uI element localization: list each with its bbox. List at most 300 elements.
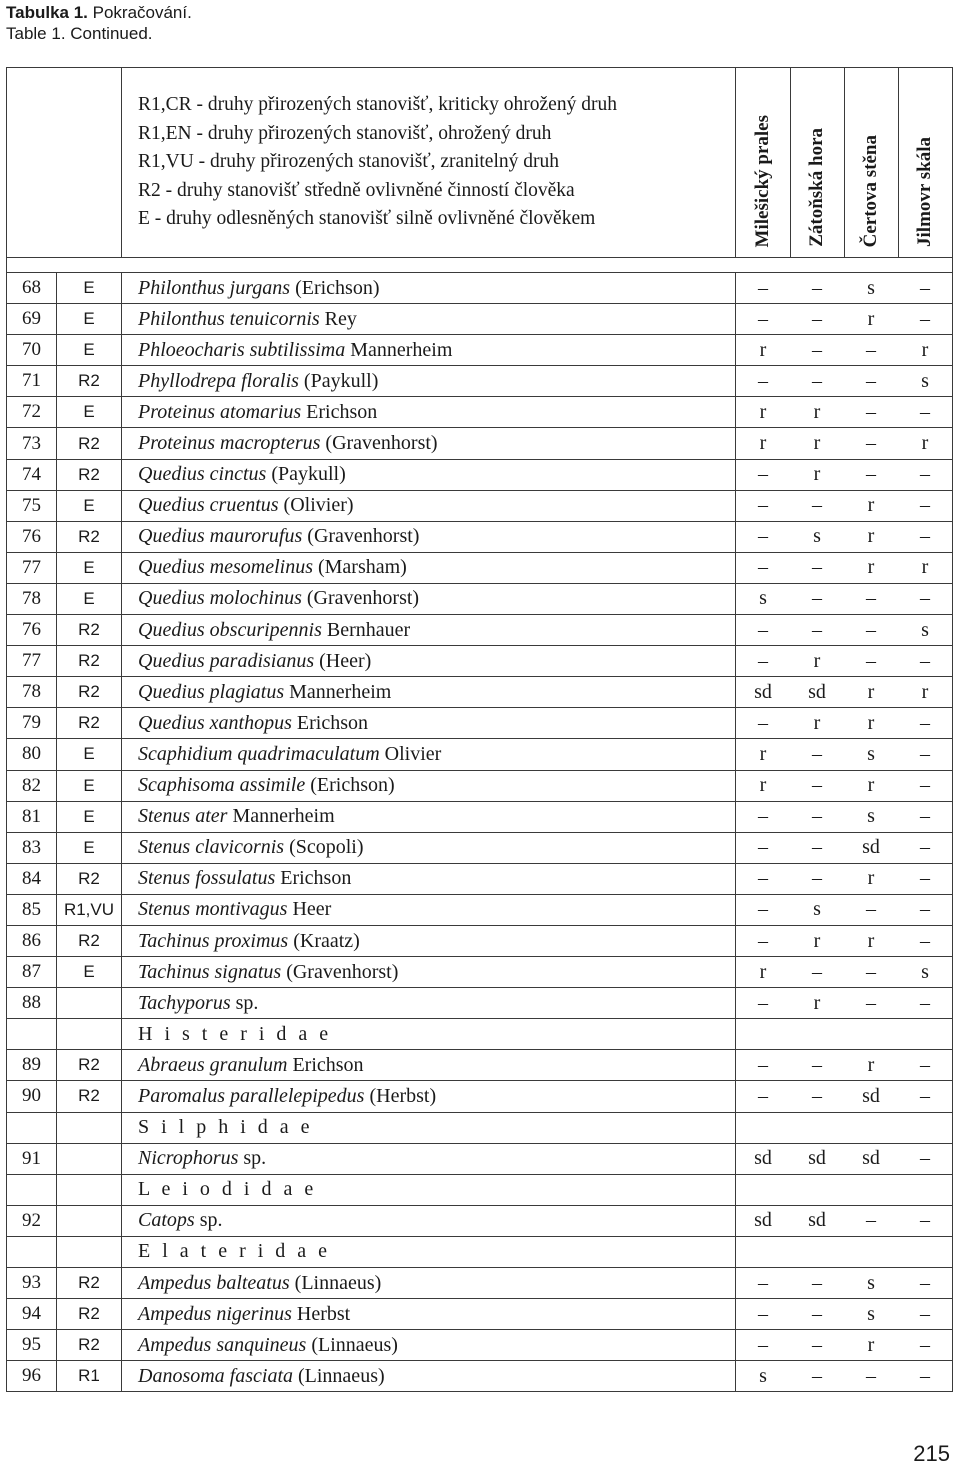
table-row <box>7 832 953 863</box>
species-name <box>122 832 736 863</box>
value-certova: r <box>844 925 898 956</box>
column-header-zatonska: Zátoňská hora <box>790 68 844 258</box>
value-milesicky: – <box>736 490 791 521</box>
species-genus: Quedius maurorufus <box>138 525 303 548</box>
species-author: Mannerheim <box>284 680 392 703</box>
species-genus: Quedius xanthopus <box>138 711 292 734</box>
row-category <box>57 1143 122 1174</box>
value-jilmovr: – <box>898 1143 953 1174</box>
species-name <box>122 677 736 708</box>
species-author: (Kraatz) <box>288 929 360 952</box>
species-author: Bernhauer <box>321 618 411 641</box>
value-milesicky: r <box>736 428 791 459</box>
value-milesicky: – <box>736 988 791 1019</box>
value-certova: s <box>844 273 898 304</box>
value-jilmovr: – <box>898 708 953 739</box>
value-jilmovr: – <box>898 583 953 614</box>
row-number: 75 <box>7 490 57 521</box>
row-number: 74 <box>7 459 57 490</box>
row-number: 96 <box>7 1361 57 1392</box>
value-zatonska: – <box>790 273 844 304</box>
value-certova: s <box>844 739 898 770</box>
species-author: Mannerheim <box>345 338 453 361</box>
row-category: R2 <box>57 677 122 708</box>
value-milesicky: – <box>736 615 791 646</box>
row-category: E <box>57 397 122 428</box>
value-certova: s <box>844 801 898 832</box>
value-jilmovr: – <box>898 397 953 428</box>
row-category: R2 <box>57 863 122 894</box>
species-author: Olivier <box>379 742 442 765</box>
species-author: Erichson <box>301 400 378 423</box>
table-row <box>7 1143 953 1174</box>
species-author: Erichson <box>275 867 352 890</box>
species-name <box>122 1330 736 1361</box>
value-jilmovr: – <box>898 863 953 894</box>
value-jilmovr: – <box>898 1050 953 1081</box>
table-row <box>7 521 953 552</box>
caption-en-text: Continued. <box>65 24 153 43</box>
row-number: 70 <box>7 335 57 366</box>
value-zatonska: r <box>790 459 844 490</box>
value-jilmovr: r <box>898 552 953 583</box>
value-milesicky: – <box>736 1299 791 1330</box>
row-number <box>7 1174 57 1205</box>
table-row <box>7 708 953 739</box>
species-genus: Phyllodrepa floralis <box>138 369 299 392</box>
header-gap <box>7 258 953 273</box>
table-row <box>7 615 953 646</box>
value-jilmovr: s <box>898 615 953 646</box>
row-category: E <box>57 583 122 614</box>
table-row <box>7 925 953 956</box>
row-category: R2 <box>57 1081 122 1112</box>
row-number: 77 <box>7 646 57 677</box>
value-zatonska: – <box>790 770 844 801</box>
value-milesicky: – <box>736 366 791 397</box>
value-milesicky: – <box>736 552 791 583</box>
value-jilmovr: s <box>898 957 953 988</box>
species-genus: Quedius plagiatus <box>138 680 285 703</box>
species-name <box>122 957 736 988</box>
value-milesicky: – <box>736 832 791 863</box>
species-genus: Nicrophorus <box>138 1147 239 1170</box>
table-caption <box>6 2 192 44</box>
species-genus: Ampedus sanquineus <box>138 1333 307 1356</box>
species-name <box>122 459 736 490</box>
value-milesicky: sd <box>736 1205 791 1236</box>
value-zatonska: – <box>790 801 844 832</box>
value-milesicky: – <box>736 925 791 956</box>
row-category: R2 <box>57 925 122 956</box>
page-number: 215 <box>913 1441 950 1466</box>
species-genus: Quedius obscuripennis <box>138 618 322 641</box>
header-blank <box>7 68 122 258</box>
value-zatonska: – <box>790 335 844 366</box>
table-row <box>7 1205 953 1236</box>
value-milesicky: r <box>736 957 791 988</box>
row-number: 68 <box>7 273 57 304</box>
value-certova: s <box>844 1268 898 1299</box>
table-row <box>7 428 953 459</box>
row-category: E <box>57 832 122 863</box>
value-zatonska: – <box>790 1330 844 1361</box>
species-author: (Scopoli) <box>284 836 364 859</box>
value-certova: – <box>844 428 898 459</box>
value-certova: – <box>844 583 898 614</box>
value-milesicky: sd <box>736 1143 791 1174</box>
row-number: 77 <box>7 552 57 583</box>
value-milesicky: – <box>736 273 791 304</box>
row-number: 69 <box>7 304 57 335</box>
row-category: E <box>57 801 122 832</box>
table-row <box>7 583 953 614</box>
species-name <box>122 925 736 956</box>
species-genus: Quedius molochinus <box>138 587 302 610</box>
species-name <box>122 1205 736 1236</box>
row-category: R2 <box>57 1050 122 1081</box>
value-zatonska: – <box>790 366 844 397</box>
table-row <box>7 770 953 801</box>
species-author: (Linnaeus) <box>306 1333 398 1356</box>
row-category <box>57 1112 122 1143</box>
value-certova: sd <box>844 1143 898 1174</box>
species-name <box>122 428 736 459</box>
value-milesicky: – <box>736 863 791 894</box>
row-number: 76 <box>7 521 57 552</box>
value-milesicky: – <box>736 1330 791 1361</box>
value-jilmovr: – <box>898 925 953 956</box>
species-genus: Scaphidium quadrimaculatum <box>138 742 380 765</box>
value-zatonska: – <box>790 304 844 335</box>
row-category: R1 <box>57 1361 122 1392</box>
row-category: E <box>57 770 122 801</box>
row-category: R2 <box>57 366 122 397</box>
species-name <box>122 1268 736 1299</box>
value-certova: – <box>844 615 898 646</box>
value-milesicky: – <box>736 459 791 490</box>
species-name <box>122 708 736 739</box>
species-author: Erichson <box>287 1053 364 1076</box>
table-row <box>7 1299 953 1330</box>
table-header-row <box>7 68 953 258</box>
family-name: L e i o d i d a e <box>122 1174 736 1205</box>
family-name: E l a t e r i d a e <box>122 1236 736 1267</box>
value-zatonska: r <box>790 428 844 459</box>
species-author: sp. <box>230 991 259 1014</box>
value-zatonska: – <box>790 1268 844 1299</box>
value-zatonska: – <box>790 490 844 521</box>
species-genus: Tachinus proximus <box>138 929 289 952</box>
species-name <box>122 366 736 397</box>
column-header-certova: Čertova stěna <box>844 68 898 258</box>
row-category: R2 <box>57 1299 122 1330</box>
species-author: (Paykull) <box>298 369 379 392</box>
value-milesicky: – <box>736 1050 791 1081</box>
row-number: 91 <box>7 1143 57 1174</box>
row-number: 89 <box>7 1050 57 1081</box>
row-number: 85 <box>7 894 57 925</box>
table-row <box>7 1081 953 1112</box>
value-jilmovr: – <box>898 273 953 304</box>
species-genus: Stenus clavicornis <box>138 836 285 859</box>
value-certova: – <box>844 1361 898 1392</box>
value-jilmovr: – <box>898 988 953 1019</box>
row-category: E <box>57 957 122 988</box>
value-certova: r <box>844 304 898 335</box>
species-author: (Gravenhorst) <box>301 587 420 610</box>
value-jilmovr: – <box>898 1268 953 1299</box>
value-milesicky: – <box>736 1268 791 1299</box>
species-name <box>122 490 736 521</box>
species-genus: Philonthus jurgans <box>138 276 291 299</box>
row-category: E <box>57 304 122 335</box>
value-jilmovr: – <box>898 304 953 335</box>
value-certova: r <box>844 863 898 894</box>
species-name <box>122 521 736 552</box>
species-name <box>122 397 736 428</box>
value-jilmovr: – <box>898 1081 953 1112</box>
row-number <box>7 1236 57 1267</box>
species-author: (Gravenhorst) <box>302 525 420 548</box>
value-certova: r <box>844 490 898 521</box>
species-table <box>6 67 953 1392</box>
value-zatonska: s <box>790 894 844 925</box>
value-milesicky: – <box>736 708 791 739</box>
value-jilmovr: – <box>898 1299 953 1330</box>
header-legend <box>122 68 736 258</box>
caption-en-label: Table 1. <box>6 24 66 43</box>
table-row <box>7 459 953 490</box>
value-jilmovr: – <box>898 521 953 552</box>
species-genus: Ampedus balteatus <box>138 1271 290 1294</box>
caption-cz-label: Tabulka 1. <box>6 3 88 22</box>
row-category: R2 <box>57 1268 122 1299</box>
species-author: sp. <box>194 1209 223 1232</box>
value-certova: – <box>844 646 898 677</box>
species-genus: Quedius mesomelinus <box>138 556 313 579</box>
row-category <box>57 988 122 1019</box>
value-jilmovr: s <box>898 366 953 397</box>
species-name <box>122 1361 736 1392</box>
species-name <box>122 1081 736 1112</box>
value-zatonska: sd <box>790 1143 844 1174</box>
row-number: 82 <box>7 770 57 801</box>
table-row <box>7 801 953 832</box>
family-row <box>7 1112 953 1143</box>
value-zatonska: r <box>790 988 844 1019</box>
species-name <box>122 335 736 366</box>
species-genus: Catops <box>138 1209 195 1232</box>
species-genus: Proteinus macropterus <box>138 432 321 455</box>
legend-line: R1,VU - druhy přirozených stanovišť, zranitelný druh <box>138 151 559 173</box>
value-zatonska: s <box>790 521 844 552</box>
table-row <box>7 273 953 304</box>
value-zatonska: – <box>790 552 844 583</box>
legend-line: R1,EN - druhy přirozených stanovišť, ohrožený druh <box>138 122 552 144</box>
row-number: 80 <box>7 739 57 770</box>
row-category <box>57 1019 122 1050</box>
species-author: Rey <box>319 307 357 330</box>
row-category: E <box>57 273 122 304</box>
value-zatonska: – <box>790 583 844 614</box>
value-certova: r <box>844 677 898 708</box>
species-name <box>122 273 736 304</box>
row-number <box>7 1112 57 1143</box>
family-row <box>7 1174 953 1205</box>
species-name <box>122 1143 736 1174</box>
value-certova: r <box>844 1050 898 1081</box>
table-row <box>7 335 953 366</box>
row-number: 92 <box>7 1205 57 1236</box>
species-name <box>122 894 736 925</box>
table-row <box>7 1361 953 1392</box>
species-genus: Ampedus nigerinus <box>138 1302 292 1325</box>
value-jilmovr: – <box>898 770 953 801</box>
value-zatonska: sd <box>790 1205 844 1236</box>
value-jilmovr: – <box>898 894 953 925</box>
species-name <box>122 304 736 335</box>
family-name: H i s t e r i d a e <box>122 1019 736 1050</box>
row-number: 86 <box>7 925 57 956</box>
value-jilmovr: r <box>898 428 953 459</box>
row-number: 94 <box>7 1299 57 1330</box>
table-row <box>7 366 953 397</box>
value-milesicky: – <box>736 521 791 552</box>
row-category: R2 <box>57 646 122 677</box>
row-category <box>57 1174 122 1205</box>
value-zatonska: – <box>790 1050 844 1081</box>
family-row <box>7 1236 953 1267</box>
value-jilmovr: r <box>898 335 953 366</box>
value-certova: r <box>844 552 898 583</box>
row-number: 73 <box>7 428 57 459</box>
value-certova: – <box>844 366 898 397</box>
value-zatonska: – <box>790 1081 844 1112</box>
species-name <box>122 1050 736 1081</box>
value-jilmovr: – <box>898 646 953 677</box>
species-author: Mannerheim <box>227 805 335 828</box>
row-number: 78 <box>7 677 57 708</box>
species-genus: Stenus montivagus <box>138 898 288 921</box>
value-milesicky: r <box>736 335 791 366</box>
value-zatonska: r <box>790 708 844 739</box>
value-certova: sd <box>844 1081 898 1112</box>
value-zatonska: – <box>790 1361 844 1392</box>
species-genus: Tachyporus <box>138 991 231 1014</box>
species-genus: Stenus fossulatus <box>138 867 276 890</box>
row-category: E <box>57 739 122 770</box>
species-author: (Erichson) <box>290 276 380 299</box>
value-milesicky: – <box>736 894 791 925</box>
table-row <box>7 957 953 988</box>
value-certova: – <box>844 1205 898 1236</box>
row-category: R1,VU <box>57 894 122 925</box>
value-milesicky: r <box>736 397 791 428</box>
species-name <box>122 646 736 677</box>
value-zatonska: – <box>790 957 844 988</box>
species-genus: Stenus ater <box>138 805 228 828</box>
species-author: (Gravenhorst) <box>281 960 399 983</box>
table-row <box>7 863 953 894</box>
value-certova: – <box>844 957 898 988</box>
value-zatonska: – <box>790 832 844 863</box>
value-jilmovr: – <box>898 459 953 490</box>
row-number: 71 <box>7 366 57 397</box>
species-name <box>122 615 736 646</box>
family-name: S i l p h i d a e <box>122 1112 736 1143</box>
value-milesicky: s <box>736 1361 791 1392</box>
row-number <box>7 1019 57 1050</box>
table-row <box>7 1330 953 1361</box>
row-number: 90 <box>7 1081 57 1112</box>
value-certova: – <box>844 335 898 366</box>
row-category: R2 <box>57 428 122 459</box>
species-name <box>122 770 736 801</box>
value-jilmovr: – <box>898 739 953 770</box>
row-category <box>57 1205 122 1236</box>
value-jilmovr: – <box>898 1361 953 1392</box>
row-category <box>57 1236 122 1267</box>
value-certova: – <box>844 397 898 428</box>
value-certova: r <box>844 770 898 801</box>
value-milesicky: s <box>736 583 791 614</box>
value-zatonska: – <box>790 863 844 894</box>
species-genus: Abraeus granulum <box>138 1053 288 1076</box>
species-author: (Paykull) <box>266 463 346 486</box>
table-row <box>7 988 953 1019</box>
value-certova: – <box>844 988 898 1019</box>
row-category: R2 <box>57 708 122 739</box>
species-author: Erichson <box>291 711 368 734</box>
column-header-milesicky: Milešický prales <box>736 68 791 258</box>
table-row <box>7 397 953 428</box>
legend-line: R1,CR - druhy přirozených stanovišť, kriticky ohrožený druh <box>138 94 617 116</box>
row-number: 78 <box>7 583 57 614</box>
value-zatonska: r <box>790 397 844 428</box>
value-jilmovr: – <box>898 832 953 863</box>
value-certova: s <box>844 1299 898 1330</box>
species-name <box>122 863 736 894</box>
value-zatonska: – <box>790 615 844 646</box>
value-jilmovr: – <box>898 490 953 521</box>
table-row <box>7 646 953 677</box>
value-jilmovr: r <box>898 677 953 708</box>
row-category: R2 <box>57 1330 122 1361</box>
value-zatonska: sd <box>790 677 844 708</box>
value-jilmovr: – <box>898 801 953 832</box>
row-category: R2 <box>57 521 122 552</box>
table-row <box>7 1050 953 1081</box>
table-row <box>7 739 953 770</box>
species-author: (Heer) <box>314 649 372 672</box>
row-category: R2 <box>57 459 122 490</box>
row-number: 79 <box>7 708 57 739</box>
value-milesicky: – <box>736 801 791 832</box>
species-name <box>122 739 736 770</box>
species-author: (Herbst) <box>364 1084 437 1107</box>
species-author: Herbst <box>291 1302 351 1325</box>
row-number: 93 <box>7 1268 57 1299</box>
value-milesicky: r <box>736 739 791 770</box>
species-author: (Gravenhorst) <box>320 432 438 455</box>
species-author: (Olivier) <box>278 494 354 517</box>
row-number: 95 <box>7 1330 57 1361</box>
species-name <box>122 988 736 1019</box>
row-category: E <box>57 335 122 366</box>
species-genus: Quedius cinctus <box>138 463 267 486</box>
species-genus: Paromalus parallelepipedus <box>138 1084 365 1107</box>
